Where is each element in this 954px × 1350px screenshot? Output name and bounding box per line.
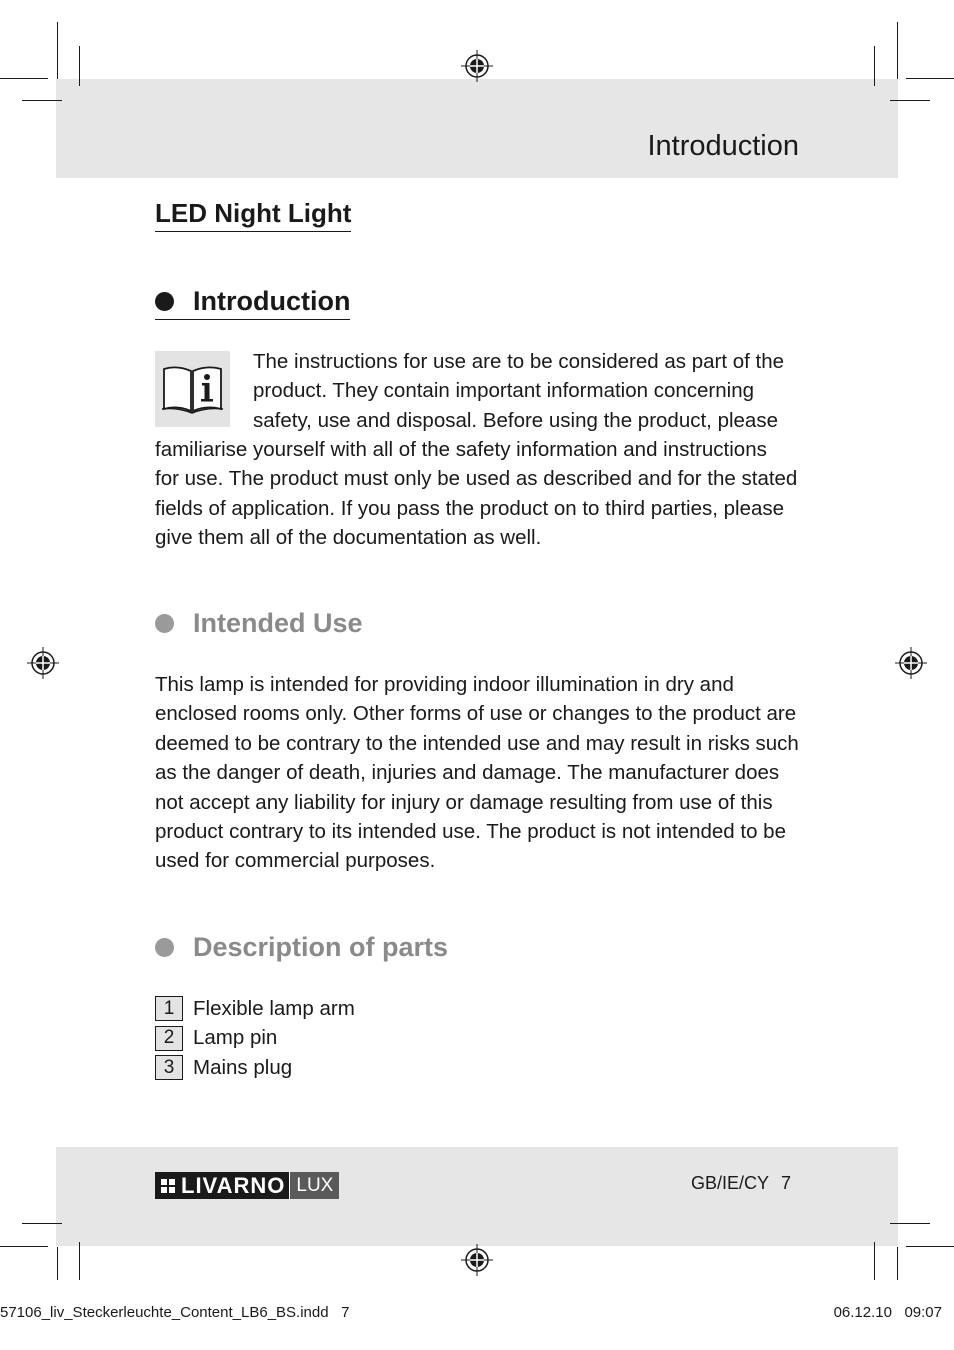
brand-logo — [155, 1172, 339, 1199]
section-heading-label: Intended Use — [193, 608, 363, 638]
text-line: This lamp is intended for providing indoor illumination in dry and — [155, 673, 734, 696]
brand-sub: LUX — [289, 1172, 339, 1199]
header-band — [56, 79, 898, 178]
bullet-icon — [155, 292, 174, 311]
header-title: Introduction — [647, 130, 799, 162]
part-number: 3 — [155, 1055, 183, 1080]
part-label: Flexible lamp arm — [193, 996, 355, 1020]
footer-region: GB/IE/CY — [690, 1173, 769, 1193]
page-number: 7 — [780, 1173, 791, 1193]
text-line: The instructions for use are to be considered as part of the — [253, 350, 785, 373]
text-line: deemed to be contrary to the intended use and may result in risks such — [155, 731, 799, 755]
section-heading-introduction — [155, 284, 350, 320]
text-line: used for commercial purposes. — [155, 849, 436, 873]
text-line: enclosed rooms only. Other forms of use or changes to the product are — [155, 702, 797, 726]
text-line: product. They contain important information concerning — [253, 379, 755, 403]
text-line: product contrary to its intended use. The product is not intended to be — [155, 820, 786, 844]
parts-list — [155, 994, 355, 1083]
registration-mark-icon — [27, 647, 59, 679]
section-heading-label: Introduction — [193, 286, 351, 316]
text-line: for use. The product must only be used as described and for the stated — [155, 467, 798, 491]
section-heading-description-of-parts — [155, 930, 448, 964]
registration-mark-icon — [895, 647, 927, 679]
section-heading-intended-use — [155, 606, 363, 640]
part-number: 2 — [155, 1026, 183, 1051]
slug-file: 57106_liv_Steckerleuchte_Content_LB6_BS.indd 7 — [0, 1304, 350, 1321]
part-label: Lamp pin — [193, 1026, 278, 1050]
bullet-icon — [155, 614, 174, 633]
registration-mark-icon — [461, 50, 493, 82]
list-item — [155, 1024, 355, 1054]
logo-squares-icon — [161, 1179, 175, 1193]
list-item — [155, 1053, 355, 1083]
text-line: fields of application. If you pass the product on to third parties, please — [155, 496, 785, 520]
part-label: Mains plug — [193, 1055, 293, 1079]
registration-mark-icon — [461, 1244, 493, 1276]
text-line: as the danger of death, injuries and damage. The manufacturer does — [155, 761, 780, 785]
document-title: LED Night Light — [155, 197, 351, 232]
text-line: safety, use and disposal. Before using the product, please — [253, 408, 778, 432]
brand-name: LIVARNO — [181, 1172, 286, 1198]
text-line: give them all of the documentation as well. — [155, 526, 542, 550]
text-line: not accept any liability for injury or damage resulting from use of this — [155, 790, 773, 814]
list-item — [155, 994, 355, 1024]
introduction-text — [155, 435, 803, 553]
part-number: 1 — [155, 996, 183, 1021]
info-book-icon — [155, 351, 230, 427]
intended-use-text — [155, 670, 803, 876]
section-heading-label: Description of parts — [193, 932, 449, 962]
slug-datetime: 06.12.10 09:07 — [833, 1304, 942, 1321]
footer-page-info — [691, 1173, 791, 1194]
bullet-icon — [155, 938, 174, 957]
introduction-text-indented — [253, 347, 813, 435]
text-line: familiarise yourself with all of the safety information and instructions — [155, 438, 767, 461]
